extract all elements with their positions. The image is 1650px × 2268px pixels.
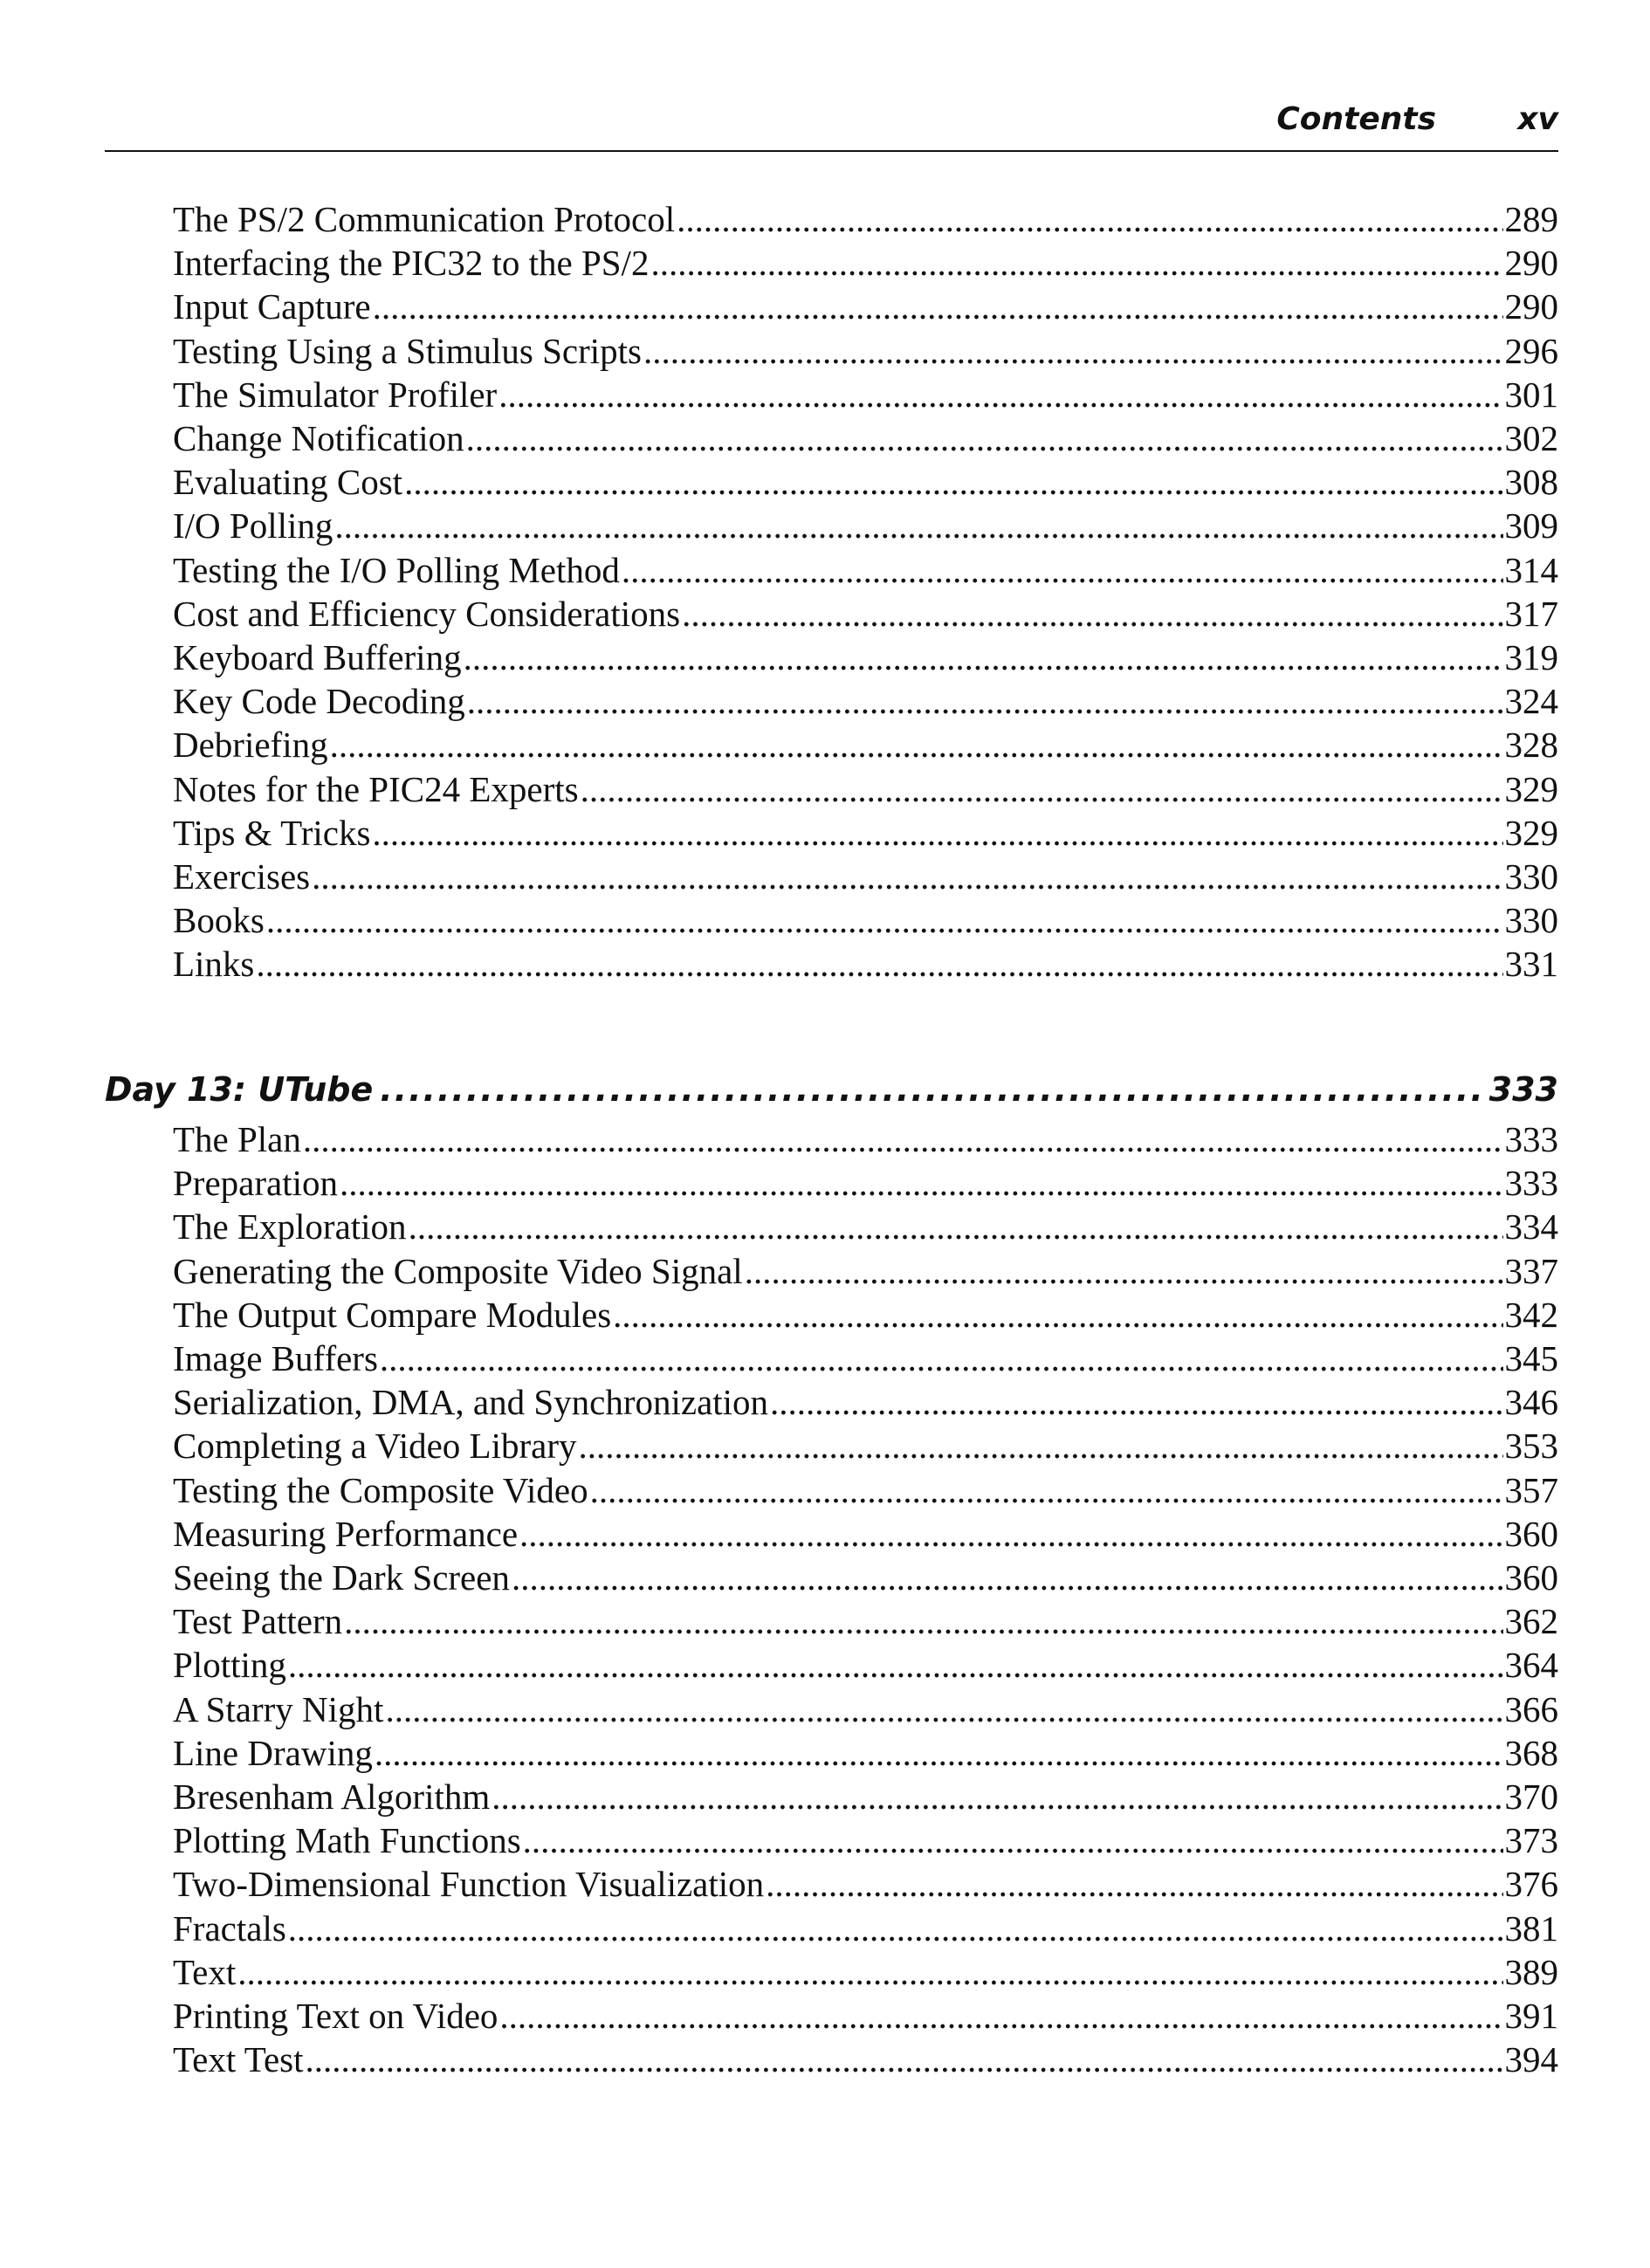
toc-entry-title: A Starry Night: [173, 1688, 384, 1729]
toc-entry-page-number: 289: [1504, 199, 1558, 239]
toc-entry-title: Completing a Video Library: [173, 1426, 577, 1467]
toc-entry[interactable]: [173, 1687, 1558, 1731]
dot-leader: [682, 592, 1502, 636]
toc-entry-page-number: 290: [1504, 243, 1558, 284]
dot-leader: [650, 241, 1502, 285]
toc-entry-page-number: 329: [1504, 768, 1558, 809]
toc-entry[interactable]: [173, 1293, 1558, 1337]
dot-leader: [373, 285, 1503, 328]
dot-leader: [677, 197, 1502, 241]
dot-leader: [306, 2038, 1503, 2081]
toc-entry-page-number: 324: [1504, 681, 1558, 722]
toc-entry-title: Fractals: [173, 1907, 286, 1948]
toc-entry-title: Measuring Performance: [173, 1513, 519, 1554]
toc-entry-title: Text: [173, 1951, 237, 1992]
dot-leader: [404, 460, 1502, 504]
toc-entry-title: The Plan: [173, 1119, 301, 1159]
dot-leader: [330, 723, 1503, 766]
dot-leader: [467, 679, 1503, 723]
toc-entry-title: Cost and Efficiency Considerations: [173, 593, 681, 634]
toc-entry-title: Links: [173, 944, 255, 985]
toc-entry-title: Two-Dimensional Function Visualization: [173, 1864, 765, 1905]
toc-entry-page-number: 331: [1504, 944, 1558, 985]
toc-entry-page-number: 368: [1504, 1732, 1558, 1773]
toc-entry[interactable]: [173, 1468, 1558, 1512]
dot-leader: [770, 1380, 1502, 1424]
dot-leader: [344, 1599, 1502, 1643]
dot-leader: [643, 329, 1503, 373]
dot-leader: [581, 767, 1503, 811]
dot-leader: [266, 898, 1503, 942]
toc-entry-title: Interfacing the PIC32 to the PS/2: [173, 243, 650, 284]
toc-entry-page-number: 364: [1504, 1645, 1558, 1686]
dot-leader: [380, 1337, 1503, 1380]
dot-leader: [622, 548, 1503, 592]
toc-entry-title: Plotting Math Functions: [173, 1820, 521, 1861]
toc-entry-title: Notes for the PIC24 Experts: [173, 768, 579, 809]
toc-entry-page-number: 342: [1504, 1294, 1558, 1335]
toc-entry-title: The Simulator Profiler: [173, 374, 498, 415]
dot-leader: [372, 811, 1502, 855]
toc-entry[interactable]: [173, 1950, 1558, 1994]
toc-entry-page-number: 334: [1504, 1206, 1558, 1247]
dot-leader: [237, 1950, 1502, 1994]
toc-entry-page-number: 360: [1504, 1513, 1558, 1554]
dot-leader: [288, 1907, 1503, 1950]
toc-entry-title: Books: [173, 900, 265, 941]
toc-entry-title: Exercises: [173, 856, 311, 897]
toc-entry[interactable]: [173, 241, 1558, 285]
dot-leader: [340, 1161, 1503, 1205]
dot-leader: [334, 504, 1502, 547]
toc-entry[interactable]: [173, 1380, 1558, 1424]
toc-entry-page-number: 381: [1504, 1907, 1558, 1948]
toc-entry-title: Key Code Decoding: [173, 681, 465, 722]
toc-entry[interactable]: [173, 723, 1558, 766]
toc-entry[interactable]: [173, 1117, 1558, 1161]
toc-entry-title: Debriefing: [173, 725, 328, 766]
toc-entry-title: Serialization, DMA, and Synchronization: [173, 1382, 769, 1423]
toc-entry[interactable]: [173, 855, 1558, 898]
dot-leader: [498, 373, 1502, 416]
toc-entry[interactable]: [173, 1731, 1558, 1775]
toc-entry-page-number: 337: [1504, 1250, 1558, 1291]
dot-leader: [492, 1775, 1502, 1818]
running-head: [105, 98, 1558, 152]
toc-entry[interactable]: [173, 1862, 1558, 1906]
toc-entry-title: Testing the I/O Polling Method: [173, 549, 620, 590]
toc-entry-page-number: 330: [1504, 856, 1558, 897]
toc-entry-page-number: 302: [1504, 418, 1558, 458]
toc-entry[interactable]: [173, 942, 1558, 986]
toc-entry-title: I/O Polling: [173, 505, 333, 546]
dot-leader: [512, 1556, 1503, 1599]
toc-entry-page-number: 345: [1504, 1338, 1558, 1378]
dot-leader: [590, 1468, 1503, 1512]
toc-entry[interactable]: [173, 1337, 1558, 1380]
toc-entry-page-number: 314: [1504, 549, 1558, 590]
toc-entry[interactable]: [173, 1907, 1558, 1950]
toc-entry-title: Change Notification: [173, 418, 464, 458]
toc-entry-page-number: 333: [1504, 1119, 1558, 1159]
toc-entry[interactable]: [173, 898, 1558, 942]
toc-entry[interactable]: [173, 416, 1558, 460]
toc-entry-title: The PS/2 Communication Protocol: [173, 199, 676, 239]
toc-entry-title: Testing Using a Stimulus Scripts: [173, 330, 642, 371]
dot-leader: [466, 416, 1503, 460]
dot-leader: [499, 1994, 1502, 2038]
toc-entry-page-number: 389: [1504, 1951, 1558, 1992]
toc-entry-page-number: 391: [1504, 1996, 1558, 2036]
toc-entry-page-number: 328: [1504, 725, 1558, 766]
toc-entry-title: Evaluating Cost: [173, 462, 403, 503]
dot-leader: [519, 1512, 1502, 1556]
toc-entry-title: Seeing the Dark Screen: [173, 1557, 510, 1598]
toc-entry[interactable]: [173, 504, 1558, 547]
toc-entry[interactable]: [173, 460, 1558, 504]
toc-entry[interactable]: [173, 548, 1558, 592]
running-head-title: Contents: [1276, 101, 1436, 137]
toc-entry[interactable]: [173, 1249, 1558, 1293]
toc-entry-page-number: 290: [1504, 286, 1558, 327]
dot-leader: [375, 1731, 1503, 1775]
toc-entry-page-number: 309: [1504, 505, 1558, 546]
toc-entry-title: Printing Text on Video: [173, 1996, 498, 2036]
toc-entry[interactable]: [173, 767, 1558, 811]
toc-entry-title: Text Test: [173, 2039, 304, 2080]
toc-entry-title: Keyboard Buffering: [173, 637, 462, 677]
toc-entry[interactable]: [173, 1556, 1558, 1599]
dot-leader: [256, 942, 1502, 986]
toc-entry[interactable]: [173, 811, 1558, 855]
toc-entry-title: Input Capture: [173, 286, 371, 327]
toc-entry[interactable]: [173, 1205, 1558, 1248]
toc-entry-page-number: 394: [1504, 2039, 1558, 2080]
toc-entry-page-number: 317: [1504, 593, 1558, 634]
toc-entry[interactable]: [173, 636, 1558, 679]
toc-entry-title: Generating the Composite Video Signal: [173, 1250, 743, 1291]
dot-leader: [745, 1249, 1503, 1293]
toc-entry[interactable]: [173, 1643, 1558, 1687]
toc-entry[interactable]: [173, 679, 1558, 723]
toc-entry-title: Image Buffers: [173, 1338, 378, 1378]
toc-entry-page-number: 308: [1504, 462, 1558, 503]
toc-entry[interactable]: [173, 1424, 1558, 1467]
chapter-title: Day 13: UTube: [105, 1070, 374, 1109]
toc-entry-title: The Output Compare Modules: [173, 1294, 612, 1335]
toc-entry[interactable]: [173, 373, 1558, 416]
toc-entry[interactable]: [173, 1818, 1558, 1862]
toc-entry-page-number: 329: [1504, 812, 1558, 853]
chapter-heading[interactable]: [105, 1063, 1558, 1116]
dot-leader: [464, 636, 1503, 679]
toc-entry[interactable]: [173, 1994, 1558, 2038]
toc-entry-page-number: 353: [1504, 1426, 1558, 1467]
toc-entry-page-number: 319: [1504, 637, 1558, 677]
toc-entry-page-number: 330: [1504, 900, 1558, 941]
toc-entry[interactable]: [173, 1161, 1558, 1205]
toc-entry[interactable]: [173, 1775, 1558, 1818]
toc-entry-page-number: 346: [1504, 1382, 1558, 1423]
toc-entry-title: Line Drawing: [173, 1732, 373, 1773]
toc-entry-page-number: 366: [1504, 1688, 1558, 1729]
toc-entry-page-number: 296: [1504, 330, 1558, 371]
dot-leader: [303, 1117, 1503, 1161]
toc-entry[interactable]: [173, 285, 1558, 328]
toc-entry-page-number: 360: [1504, 1557, 1558, 1598]
toc-entry-page-number: 357: [1504, 1469, 1558, 1510]
toc-entry[interactable]: [173, 2038, 1558, 2081]
toc-entry-title: Testing the Composite Video: [173, 1469, 588, 1510]
dot-leader: [312, 855, 1502, 898]
toc-entry-title: Test Pattern: [173, 1601, 343, 1642]
toc-entry-title: Preparation: [173, 1163, 338, 1204]
toc-entry-title: Bresenham Algorithm: [173, 1777, 491, 1817]
dot-leader: [523, 1818, 1503, 1862]
toc-entry-title: Tips & Tricks: [173, 812, 371, 853]
dot-leader: [409, 1205, 1503, 1248]
page-number: xv: [1517, 101, 1558, 137]
toc-entry[interactable]: [173, 592, 1558, 636]
dot-leader: [288, 1643, 1503, 1687]
toc-entry[interactable]: [173, 197, 1558, 241]
dot-leader: [613, 1293, 1502, 1337]
toc-entry[interactable]: [173, 1512, 1558, 1556]
toc-entry-page-number: 370: [1504, 1777, 1558, 1817]
toc-entry[interactable]: [173, 1599, 1558, 1643]
toc-entry-page-number: 333: [1504, 1163, 1558, 1204]
toc-entry[interactable]: [173, 329, 1558, 373]
toc-entry-page-number: 376: [1504, 1864, 1558, 1905]
toc-entry-page-number: 362: [1504, 1601, 1558, 1642]
toc-entry-title: Plotting: [173, 1645, 286, 1686]
dot-leader: [380, 1063, 1482, 1116]
chapter-page-number: 333: [1488, 1070, 1558, 1109]
toc-entry-page-number: 301: [1504, 374, 1558, 415]
toc-entry-title: The Exploration: [173, 1206, 407, 1247]
dot-leader: [579, 1424, 1503, 1467]
dot-leader: [385, 1687, 1502, 1731]
dot-leader: [766, 1862, 1502, 1906]
toc-entry-page-number: 373: [1504, 1820, 1558, 1861]
